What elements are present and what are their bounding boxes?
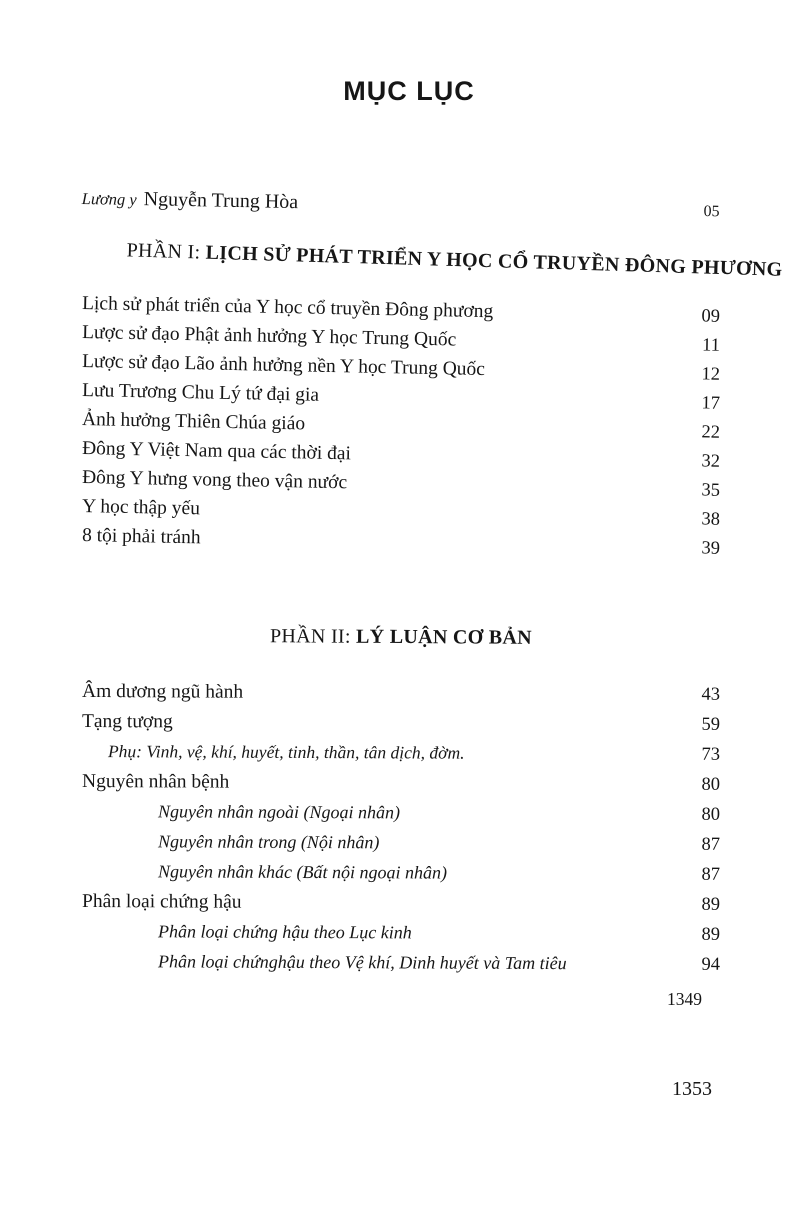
toc-entry-text: Lưu Trương Chu Lý tứ đại gia	[81, 380, 320, 406]
author-name: Nguyễn Trung Hòa	[143, 188, 299, 214]
part2-heading-title: LÝ LUẬN CƠ BẢN	[356, 625, 533, 649]
toc-page-number: 22	[701, 422, 721, 443]
scanned-toc-page	[0, 76, 800, 1224]
toc-entry	[82, 921, 720, 954]
part2-heading	[82, 624, 720, 651]
toc-entry-text: Phân loại chứng hậu	[81, 891, 242, 913]
toc-entry-text: Phụ: Vinh, vệ, khí, huyết, tinh, thần, tân dịch, đờm.	[107, 741, 465, 763]
toc-page-number: 17	[701, 393, 721, 414]
book-page-number: 1353	[672, 1078, 712, 1100]
toc-page-number: 38	[701, 509, 721, 530]
toc-entry-text: 8 tội phải tránh	[81, 525, 201, 549]
toc-entry	[82, 861, 720, 894]
toc-entry	[82, 801, 720, 834]
toc-entry	[82, 711, 720, 744]
toc-page-number: 32	[701, 451, 721, 472]
author-honorific: Lương y	[81, 188, 137, 210]
toc-entry	[82, 681, 720, 714]
toc-entry	[82, 891, 720, 924]
toc-entry	[82, 831, 720, 864]
toc-entry-text: Nguyên nhân trong (Nội nhân)	[157, 831, 380, 853]
toc-entry-text: Lược sử đạo Lão ảnh hưởng nền Y học Trung Quốc	[81, 351, 486, 381]
toc-entry-text: Y học thập yếu	[81, 496, 201, 520]
toc-page-number: 59	[701, 714, 721, 735]
part1-toc-list	[81, 293, 721, 559]
toc-entry-text: Nguyên nhân khác (Bất nội ngoại nhân)	[157, 861, 448, 883]
part2-toc-list	[82, 681, 720, 981]
toc-entry-author	[82, 187, 720, 222]
toc-page-number: 89	[701, 924, 721, 945]
toc-page-number: 73	[701, 744, 721, 765]
toc-page-number: 12	[701, 364, 721, 385]
page-title: MỤC LỤC	[343, 76, 475, 106]
toc-entry-text: Phân loại chứng hậu theo Lục kinh	[157, 921, 412, 943]
toc-entry-text: Ảnh hưởng Thiên Chúa giáo	[81, 409, 306, 435]
part1-heading-title: LỊCH SỬ PHÁT TRIỂN Y HỌC CỔ TRUYỀN ĐÔNG PHƯƠNG	[205, 241, 783, 281]
toc-page-number: 09	[701, 306, 721, 327]
part1-heading	[81, 238, 783, 281]
toc-entry-text: Phân loại chứnghậu theo Vệ khí, Dinh huyết và Tam tiêu	[157, 951, 567, 974]
toc-entry	[82, 741, 720, 774]
toc-page-number: 35	[701, 480, 721, 501]
toc-page-number: 87	[701, 864, 721, 885]
author-line	[82, 187, 299, 214]
toc-entry-text: Lược sử đạo Phật ảnh hưởng Y học Trung Quốc	[81, 322, 457, 351]
toc-entry	[82, 951, 720, 984]
toc-page-number: 05	[703, 202, 720, 221]
toc-entry-text: Nguyên nhân bệnh	[81, 771, 230, 793]
toc-last-reference-number: 1349	[667, 989, 702, 1009]
toc-entry-text: Nguyên nhân ngoài (Ngoại nhân)	[157, 801, 401, 823]
toc-page-number: 11	[701, 335, 721, 356]
toc-page-number: 43	[701, 684, 721, 705]
toc-page-number: 39	[701, 538, 721, 559]
toc-entry	[82, 771, 720, 804]
toc-entry-text: Đông Y hưng vong theo vận nước	[81, 467, 348, 494]
toc-page-number: 94	[701, 954, 721, 975]
toc-entry-text: Âm dương ngũ hành	[81, 681, 244, 703]
toc-entry-text: Lịch sử phát triển của Y học cổ truyền Đông phương	[81, 293, 494, 323]
part2-heading-prefix: PHẦN II:	[269, 625, 351, 648]
part1-heading-prefix: PHẦN I:	[126, 239, 201, 264]
toc-page-number: 80	[701, 804, 721, 825]
toc-page-number: 80	[701, 774, 721, 795]
toc-entry-text: Đông Y Việt Nam qua các thời đại	[81, 438, 352, 465]
toc-page-number: 89	[701, 894, 721, 915]
toc-page-number: 87	[701, 834, 721, 855]
toc-entry-text: Tạng tượng	[81, 711, 173, 733]
